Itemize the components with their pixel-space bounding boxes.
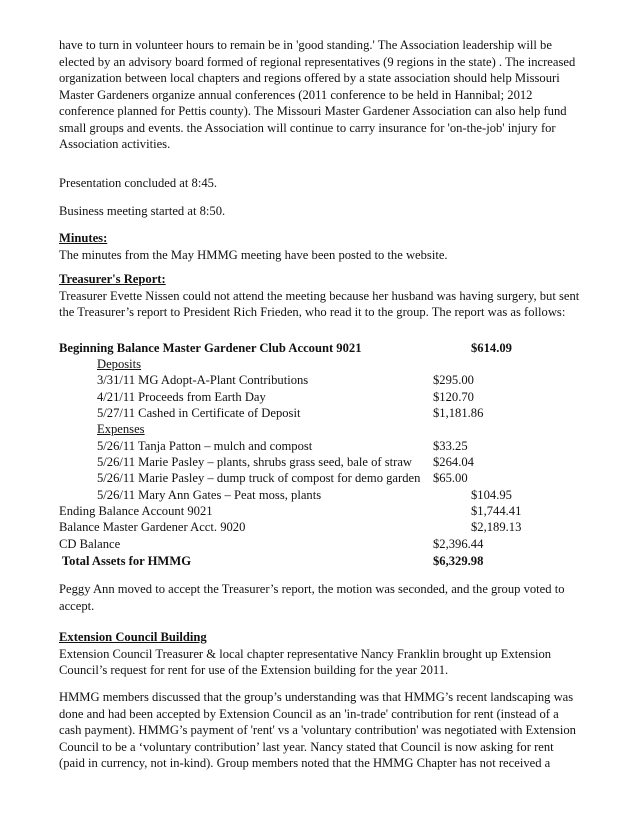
row-amount: $65.00 (433, 471, 468, 485)
row-amount: $295.00 (433, 373, 474, 387)
row-amount: $1,744.41 (471, 504, 522, 518)
row-amount: $2,189.13 (471, 520, 522, 534)
total-assets-row (0, 553, 638, 570)
intro-paragraph (59, 37, 579, 153)
intro-line: conference planned for Pettis county). The Missouri Master Gardener Association can also help fund (59, 104, 567, 118)
motion-line: accept. (59, 598, 95, 613)
deposits-label: Deposits (97, 357, 142, 371)
row-label: 5/26/11 Marie Pasley – dump truck of compost for demo garden (97, 471, 421, 485)
expense-row (0, 487, 638, 504)
hmmg-line: Council to be a ‘voluntary contribution’ last year. Nancy stated that Council is now asking for rent (59, 739, 554, 754)
beginning-balance-row (0, 340, 638, 357)
motion-paragraph (59, 581, 579, 614)
intro-line: organization between local chapters and regions offered by a state association should help Missouri (59, 71, 560, 85)
expenses-label: Expenses (97, 422, 145, 436)
hmmg-line: HMMG members discussed that the group’s understanding was that HMMG’s recent landscaping was (59, 690, 574, 704)
intro-line: elected by an advisory board formed of regional representatives (9 regions in the state) . The increased (59, 54, 576, 69)
ending-balance-row (0, 503, 638, 520)
deposit-row (0, 372, 638, 389)
expense-row (0, 454, 638, 471)
row-amount: $33.25 (433, 439, 468, 453)
expense-row (0, 470, 638, 487)
row-amount: $120.70 (433, 390, 474, 404)
intro-line: have to turn in volunteer hours to remain be in 'good standing.' The Association leadership will be (59, 38, 552, 52)
expense-row (0, 438, 638, 455)
row-label: CD Balance (59, 537, 121, 551)
treasurer-heading: Treasurer's Report: (59, 272, 166, 286)
row-label: Ending Balance Account 9021 (59, 504, 213, 518)
row-amount: $614.09 (471, 341, 512, 355)
minutes-text: The minutes from the May HMMG meeting have been posted to the website. (59, 247, 448, 262)
extension-heading: Extension Council Building (59, 630, 207, 644)
row-label: 3/31/11 MG Adopt-A-Plant Contributions (97, 373, 309, 387)
deposits-header-row (0, 356, 638, 373)
business-meeting-started: Business meeting started at 8:50. (59, 204, 226, 218)
deposit-row (0, 405, 638, 422)
extension-council-section (59, 629, 579, 679)
expenses-header-row (0, 421, 638, 438)
row-label: Beginning Balance Master Gardener Club Account 9021 (59, 341, 362, 355)
minutes-section (59, 230, 579, 263)
row-label: 5/27/11 Cashed in Certificate of Deposit (97, 406, 301, 420)
intro-line: Association activities. (59, 137, 171, 151)
hmmg-line: done and had been accepted by Extension Council as an 'in-trade' contribution for rent (instead of a (59, 706, 559, 721)
row-amount: $264.04 (433, 455, 474, 469)
row-amount: $104.95 (471, 488, 512, 502)
balance-9020-row (0, 519, 638, 536)
intro-line: small groups and events. the Association will continue to carry insurance for 'on-the-job' injury for (59, 120, 556, 135)
deposit-row (0, 389, 638, 406)
minutes-heading: Minutes: (59, 231, 108, 245)
hmmg-line: cash payment). HMMG’s payment of 'rent' vs a 'voluntary contribution' was negotiated with Extension (59, 723, 576, 737)
row-label: 5/26/11 Mary Ann Gates – Peat moss, plants (97, 488, 322, 502)
row-amount: $6,329.98 (433, 554, 484, 568)
row-label: 5/26/11 Marie Pasley – plants, shrubs grass seed, bale of straw (97, 455, 413, 469)
presentation-concluded: Presentation concluded at 8:45. (59, 176, 218, 190)
hmmg-discussion-paragraph (59, 689, 579, 772)
treasurer-line: Treasurer Evette Nissen could not attend the meeting because her husband was having surgery, but sent (59, 288, 580, 303)
motion-line: Peggy Ann moved to accept the Treasurer’s report, the motion was seconded, and the group voted to (59, 582, 565, 596)
row-amount: $1,181.86 (433, 406, 484, 420)
row-label: 4/21/11 Proceeds from Earth Day (97, 390, 266, 404)
cd-balance-row (0, 536, 638, 553)
treasurer-line: the Treasurer’s report to President Rich Frieden, who read it to the group. The report was as follows: (59, 305, 566, 319)
row-amount: $2,396.44 (433, 537, 484, 551)
row-label: 5/26/11 Tanja Patton – mulch and compost (97, 439, 313, 453)
intro-line: Master Gardeners organize annual conferences (2011 conference to be held in Hannibal; 2012 (59, 87, 533, 102)
extension-line: Council’s request for rent for use of the Extension building for the year 2011. (59, 663, 449, 677)
extension-line: Extension Council Treasurer & local chapter representative Nancy Franklin brought up Extension (59, 646, 552, 661)
row-label: Balance Master Gardener Acct. 9020 (59, 520, 246, 534)
treasurer-section (59, 271, 579, 321)
hmmg-line: (paid in currency, not in-kind). Group members noted that the HMMG Chapter has not received a (59, 756, 551, 770)
row-label: Total Assets for HMMG (59, 554, 191, 568)
